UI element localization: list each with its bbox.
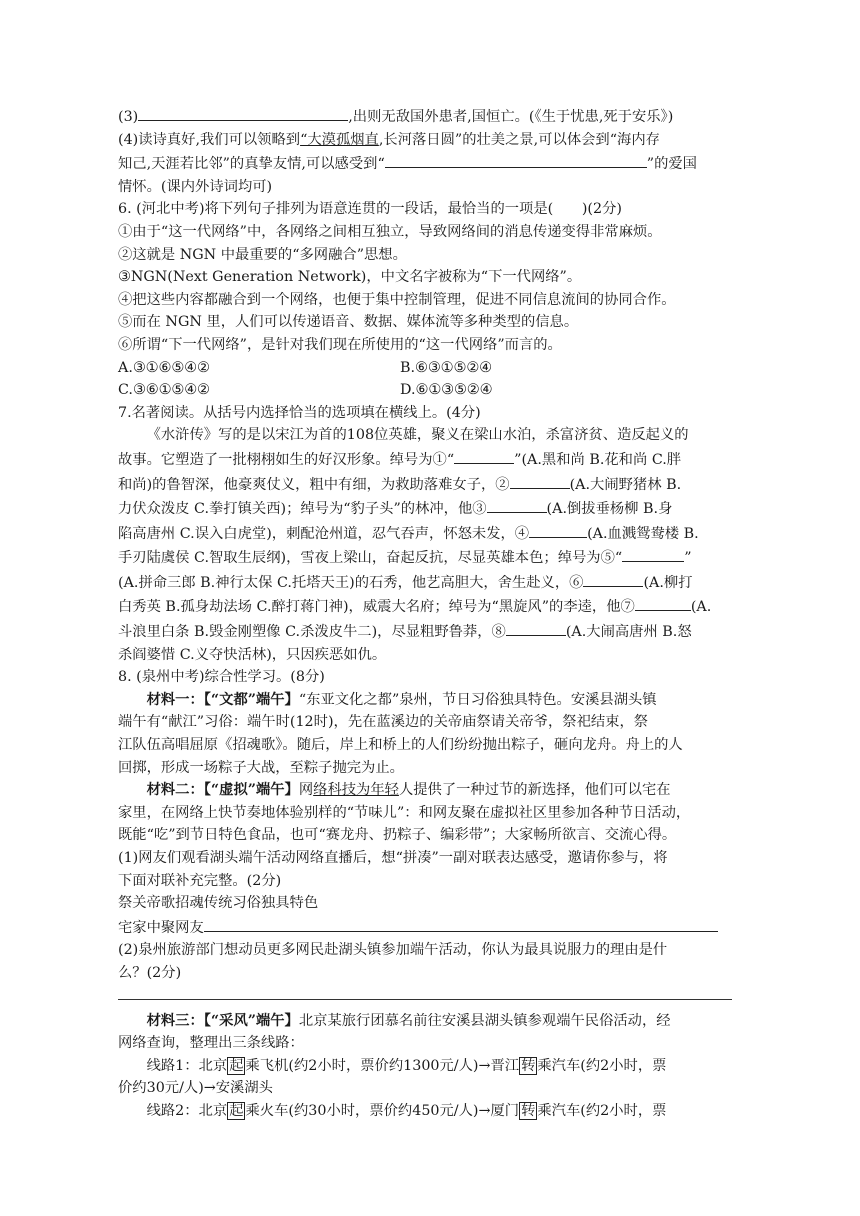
material-1-label: 材料一：【“文都”端午】 (146, 691, 299, 708)
q7-line-10: 杀阎婆惜 C.义夺快活林)，只因疾恶如仇。 (118, 646, 387, 663)
q7-line-6 (118, 545, 732, 570)
q5-4-text: ,长河落日圆”的壮美之景,可以体会到“海内存 (378, 131, 660, 148)
q5-4-underlined-quote: “大漠孤烟直 (300, 131, 379, 148)
q7-text: 和尚)的鲁智深，他豪爽仗义，粗中有细，为救助落难女子，② (118, 476, 510, 493)
q6-option-d[interactable]: D.⑥①③⑤②④ (400, 382, 493, 399)
q5-4-line2-end: ”的爱国 (646, 156, 697, 173)
material-3-label: 材料三：【“采风”端午】 (146, 1012, 299, 1029)
q7-text: 白秀英 B.孤身劫法场 C.醉打蒋门神)，威震大名府；绰号为“黑旋风”的李逵，他⑦ (118, 599, 635, 616)
route-text: 乘火车(约30小时，票价约450元/人)→厦门 (245, 1102, 520, 1119)
route-text: 乘飞机(约2小时，票价约1300元/人)→晋江 (245, 1057, 520, 1074)
q7-text: 斗浪里白条 B.毁金刚塑像 C.杀泼皮牛二)，尽显粗野鲁莽，⑧ (118, 624, 506, 641)
q6-option-a[interactable]: A.③①⑥⑤④② (118, 359, 210, 376)
q8-sub1-a: (1)网友们观看湖头端午活动网络直播后，想“拼凑”一副对联表达感受，邀请你参与，将 (118, 850, 668, 866)
answer-blank[interactable] (454, 447, 514, 464)
answer-blank[interactable] (487, 496, 547, 513)
underlined-phrase: 络科技为年轻 (313, 782, 399, 799)
q8-material-3 (118, 1010, 732, 1033)
q5-4-prefix: (4)读诗真好,我们可以领略到 (118, 131, 301, 148)
q7-line-7 (118, 570, 732, 595)
answer-blank[interactable] (204, 915, 718, 932)
q7-line-8 (118, 594, 732, 619)
q7-text: 陷高唐州 C.误入白虎堂)，刺配沧州道，忍气吞声，怀怒未发，④ (118, 525, 530, 542)
route-1-b: 价约30元/人)→安溪湖头 (118, 1080, 273, 1097)
q7-text: (A.拼命三郎 B.神行太保 C.托塔天王)的石秀，他艺高胆大，舍生赴义，⑥ (118, 574, 584, 591)
q8-sub1-b: 下面对联补充完整。(2分) (118, 872, 282, 889)
q6-sentence-3: ③NGN(Next Generation Network)，中文名字被称为“下一代网络”。 (118, 269, 582, 286)
q7-text: ”(A.黑和尚 B.花和尚 C.胖 (514, 451, 682, 468)
q7-text: 故事。它塑造了一批栩栩如生的好汉形象。绰号为①“ (118, 451, 455, 468)
q6-sentence-4: ④把这些内容都融合到一个网络，也便于集中控制管理，促进不同信息流间的协同合作。 (118, 291, 676, 308)
q8-sub2-a: (2)泉州旅游部门想动员更多网民赴湖头镇参加端午活动，你认为最具说服力的理由是什 (118, 942, 668, 959)
q7-text: (A.大闹野猪林 B. (569, 476, 682, 493)
couplet-lower-text: 宅家中聚网友 (118, 919, 204, 936)
q6-option-c[interactable]: C.③⑥①⑤④② (118, 382, 210, 399)
q6-sentence-2: ②这就是 NGN 中最重要的“多网融合”思想。 (118, 246, 407, 263)
answer-blank[interactable] (529, 521, 587, 538)
answer-blank[interactable] (506, 619, 566, 636)
q5-line-3 (118, 104, 732, 129)
couplet-lower (118, 915, 732, 940)
answer-blank[interactable] (138, 104, 348, 121)
q7-line-5 (118, 521, 732, 546)
q7-line-2 (118, 447, 732, 472)
answer-blank[interactable] (510, 472, 570, 489)
couplet-upper: 祭关帝歌招魂传统习俗独具特色 (118, 895, 319, 912)
boxed-char: 转 (521, 1057, 536, 1074)
q8-material-1 (118, 689, 732, 712)
q7-line-9 (118, 619, 732, 644)
q8-sub2-b: 么？(2分) (118, 964, 182, 981)
q8-material-3-b: 网络查询，整理出三条线路： (118, 1035, 304, 1052)
q5-line-4b (118, 151, 732, 176)
q7-text: (A.柳打 (643, 574, 693, 591)
material-text: 网 (298, 782, 314, 799)
q7-text: (A.血溅鸳鸯楼 B. (587, 525, 699, 542)
q5-4-line2: 知己,天涯若比邻”的真挚友情,可以感受到“ (118, 156, 385, 173)
answer-blank[interactable] (583, 570, 643, 587)
route-2 (118, 1100, 732, 1123)
q6-option-b[interactable]: B.⑥③①⑤②④ (400, 359, 492, 376)
boxed-char: 起 (229, 1057, 244, 1074)
q7-text: 手刃陆虞侯 C.智取生辰纲)，雪夜上梁山，奋起反抗，尽显英雄本色；绰号为⑤“ (118, 550, 623, 567)
q8-material-1-b: 端午有“献江”习俗：端午时(12时)，先在蓝溪边的关帝庙祭请关帝爷，祭祀结束，祭 (118, 714, 649, 731)
material-text: 人提供了一种过节的新选择，他们可以宅在 (398, 782, 671, 799)
material-2-label: 材料二：【“虚拟”端午】 (146, 782, 299, 799)
q6-sentence-5: ⑤而在 NGN 里，人们可以传递语音、数据、媒体流等多种类型的信息。 (118, 314, 579, 331)
q7-text: (A. (690, 599, 712, 616)
q6-sentence-6: ⑥所谓“下一代网络”，是针对我们现在所使用的“这一代网络”而言的。 (118, 336, 562, 353)
route-1 (118, 1055, 732, 1078)
q8-material-2 (118, 779, 732, 802)
q8-material-2-b: 家里，在网络上快节奏地体验别样的“节味儿”：和网友聚在虚拟社区里参加各种节日活动， (118, 804, 691, 821)
q6-options-row-2 (118, 379, 732, 402)
material-text: 北京某旅行团慕名前往安溪县湖头镇参观端午民俗活动，经 (298, 1012, 671, 1029)
q5-line-4c: 情怀。(课内外诗词均可) (118, 178, 273, 195)
q7-text: ” (684, 550, 692, 567)
q8-material-2-c: 既能“吃”到节日特色食品，也可“赛龙舟、扔粽子、编彩带”；大家畅所欲言、交流心得。 (118, 827, 677, 844)
material-text: “东亚文化之都”泉州，节日习俗独具特色。安溪县湖头镇 (298, 691, 657, 708)
route-text: 乘汽车(约2小时，票 (537, 1102, 667, 1119)
q8-stem: 8. (泉州中考)综合性学习。(8分) (118, 669, 325, 686)
document-page (118, 104, 732, 1123)
boxed-char: 起 (229, 1102, 244, 1119)
answer-blank[interactable] (385, 151, 647, 168)
q7-stem: 7.名著阅读。从括号内选择恰当的选项填在横线上。(4分) (118, 404, 481, 421)
answer-line[interactable] (118, 999, 732, 1000)
q7-line-1: 《水浒传》写的是以宋江为首的108位英雄，聚义在梁山水泊，杀富济贫、造反起义的 (146, 427, 689, 444)
q5-3-prefix: (3) (118, 109, 139, 125)
q5-3-text: ,出则无敌国外患者,国恒亡。(《生于忧患,死于安乐》) (348, 109, 674, 125)
q6-sentence-1: ①由于“这一代网络”中，各网络之间相互独立，导致网络间的消息传递变得非常麻烦。 (118, 223, 662, 240)
q7-line-3 (118, 472, 732, 497)
route-text: 线路1：北京 (146, 1057, 228, 1074)
answer-blank[interactable] (635, 594, 691, 611)
q8-material-1-d: 回掷，形成一场粽子大战，至粽子抛完为止。 (118, 759, 404, 776)
route-text: 乘汽车(约2小时，票 (537, 1057, 667, 1074)
q7-line-4 (118, 496, 732, 521)
q7-text: (A.倒拔垂杨柳 B.身 (546, 501, 673, 518)
q7-text: 力伏众泼皮 C.拳打镇关西)；绰号为“豹子头”的林冲，他③ (118, 501, 487, 518)
q8-material-1-c: 江队伍高唱屈原《招魂歌》。随后，岸上和桥上的人们纷纷抛出粽子，砸向龙舟。舟上的人 (118, 737, 683, 754)
answer-blank[interactable] (622, 545, 684, 562)
q6-options-row-1 (118, 357, 732, 380)
boxed-char: 转 (521, 1102, 536, 1119)
q6-stem: 6. (河北中考)将下列句子排列为语意连贯的一段话，最恰当的一项是( )(2分) (118, 201, 622, 218)
q5-line-4 (118, 129, 732, 152)
q7-text: (A.大闹高唐州 B.怒 (565, 624, 692, 641)
route-text: 线路2：北京 (146, 1102, 228, 1119)
